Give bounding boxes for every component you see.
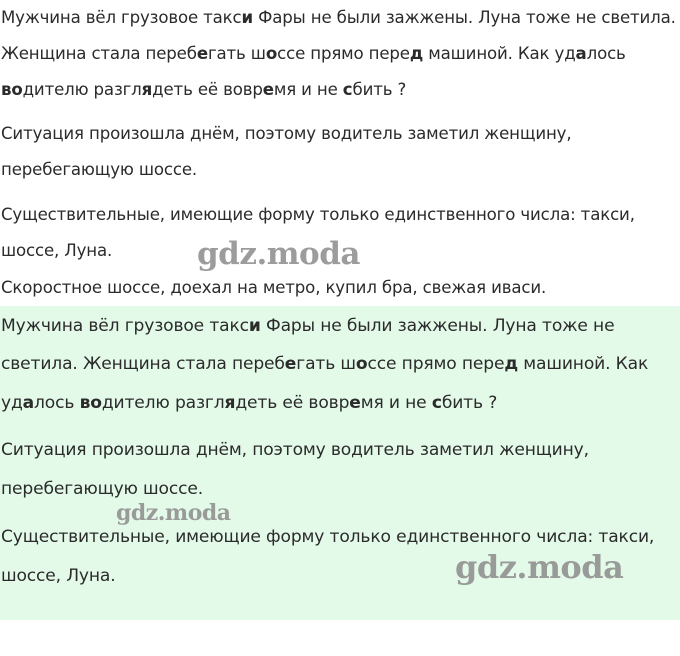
- text-line: перебегающую шоссе.: [1, 479, 203, 499]
- text-line: шоссе, Луна.: [1, 566, 116, 586]
- text-line: Женщина стала перебегать шоссе прямо перед машиной. Как удалось: [1, 44, 626, 63]
- text-line: Ситуация произошла днём, поэтому водитель заметил женщину,: [1, 124, 572, 143]
- text-line: шоссе, Луна.: [1, 241, 113, 260]
- text-line: Существительные, имеющие форму только единственного числа: такси,: [1, 205, 635, 224]
- text-line: Существительные, имеющие форму только единственного числа: такси,: [1, 527, 655, 547]
- text-line: Скоростное шоссе, доехал на метро, купил бра, свежая иваси.: [1, 278, 547, 297]
- watermark-logo: gdz.moda: [116, 500, 231, 526]
- watermark-logo: gdz.moda: [455, 548, 624, 586]
- text-line: удалось водителю разглядеть её вовремя и не сбить ?: [1, 393, 498, 413]
- text-line: Мужчина вёл грузовое такси Фары не были зажжены. Луна тоже не светила.: [1, 8, 676, 27]
- text-line: перебегающую шоссе.: [1, 160, 198, 179]
- text-line: Ситуация произошла днём, поэтому водитель заметил женщину,: [1, 440, 589, 460]
- page-bottom: [0, 620, 680, 656]
- text-line: Мужчина вёл грузовое такси Фары не были зажжены. Луна тоже не: [1, 316, 615, 336]
- watermark-logo: gdz.moda: [197, 236, 360, 272]
- text-line: водителю разглядеть её вовремя и не сбить ?: [1, 80, 407, 99]
- text-line: светила. Женщина стала перебегать шоссе прямо перед машиной. Как: [1, 354, 649, 374]
